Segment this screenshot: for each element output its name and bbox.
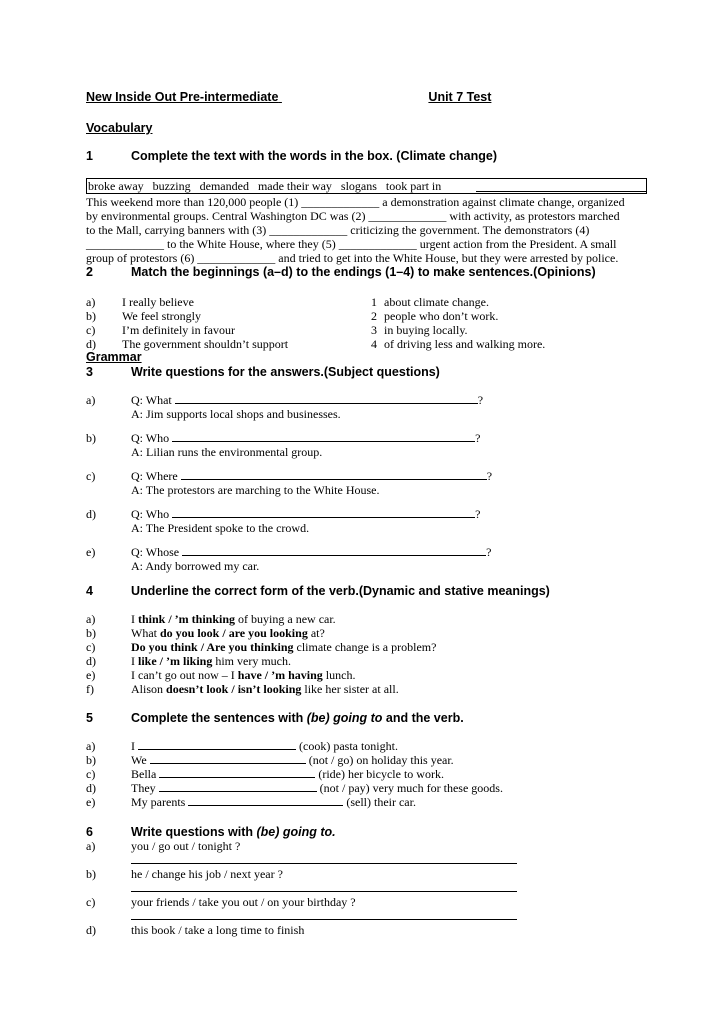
answer-text: A: Jim supports local shops and businesses. <box>131 407 341 421</box>
cloze-line-3: to the Mall, carrying banners with (3) _____________ criticizing the government. The demonstrators (4) <box>86 223 590 237</box>
answer-blank[interactable] <box>159 781 317 792</box>
sentence-start: Alison <box>131 682 167 696</box>
sentence-start: I <box>131 612 138 626</box>
sentence-end: at? <box>307 626 325 640</box>
match-ending-number: 1 <box>371 295 377 309</box>
verb-options[interactable]: do you look / are you looking <box>160 626 308 640</box>
sentence-end: climate change is a problem? <box>293 640 437 654</box>
exercise-2-number: 2 <box>86 265 93 279</box>
sentence-end: like her sister at all. <box>301 682 399 696</box>
match-ending-number: 2 <box>371 309 377 323</box>
answer-blank[interactable] <box>188 795 343 806</box>
verb-choice-sentence <box>131 668 355 682</box>
question-prompt: Q: Who <box>131 431 173 445</box>
question-line <box>131 507 480 521</box>
answer-blank[interactable] <box>150 753 306 764</box>
gap-sentence <box>131 739 398 753</box>
item-letter: b) <box>86 867 96 881</box>
match-ending: people who don’t work. <box>384 309 499 323</box>
instruction-text: Write questions with <box>131 825 257 839</box>
match-ending: in buying locally. <box>384 323 468 337</box>
match-beginning: The government shouldn’t support <box>122 337 289 351</box>
question-line <box>131 393 483 407</box>
answer-text: A: The President spoke to the crowd. <box>131 521 310 535</box>
question-mark: ? <box>486 469 493 483</box>
question-prompt: Q: Where <box>131 469 181 483</box>
instruction-emphasis: (be) going to <box>306 711 383 725</box>
prompt-words: your friends / take you out / on your birthday ? <box>131 895 356 909</box>
answer-blank[interactable] <box>172 507 475 518</box>
answer-blank[interactable] <box>175 393 478 404</box>
cloze-line-4: _____________ to the White House, where they (5) _____________ urgent action from the President. A small <box>86 237 617 251</box>
question-mark: ? <box>486 545 492 559</box>
match-beginning: We feel strongly <box>122 309 202 323</box>
answer-line[interactable] <box>131 919 517 920</box>
sentence-start: We <box>131 753 150 767</box>
answer-text: A: Andy borrowed my car. <box>131 559 260 573</box>
match-ending: of driving less and walking more. <box>384 337 546 351</box>
item-letter: d) <box>86 923 96 937</box>
unit-title: Unit 7 Test <box>428 90 492 104</box>
sentence-start: My parents <box>131 795 189 809</box>
match-beginning: I really believe <box>122 295 194 309</box>
cloze-line-5: group of protestors (6) _____________ and tried to get into the White House, but they were arrested by police. <box>86 251 619 265</box>
answer-blank[interactable] <box>181 469 487 480</box>
instruction-emphasis: (be) going to. <box>256 825 336 839</box>
verb-options[interactable]: have / ’m having <box>237 668 323 682</box>
question-letter: e) <box>86 545 96 559</box>
exercise-3-number: 3 <box>86 365 93 379</box>
verb-choice-sentence <box>131 612 336 626</box>
exercise-3-instruction: Write questions for the answers.(Subject questions) <box>131 365 440 379</box>
item-letter: c) <box>86 767 96 781</box>
item-letter: c) <box>86 895 96 909</box>
word-box-words: broke away buzzing demanded made their way slogans took part in <box>88 179 442 193</box>
item-letter: a) <box>86 739 96 753</box>
page-header <box>86 90 491 104</box>
instruction-text: Complete the sentences with <box>131 711 307 725</box>
question-prompt: Q: Who <box>131 507 173 521</box>
question-mark: ? <box>475 431 481 445</box>
course-title: New Inside Out Pre-intermediate <box>86 90 279 104</box>
match-letter: c) <box>86 323 96 337</box>
exercise-1-number: 1 <box>86 149 93 163</box>
question-letter: d) <box>86 507 96 521</box>
match-ending-number: 3 <box>371 323 377 337</box>
answer-blank[interactable] <box>172 431 475 442</box>
verb-options[interactable]: think / ’m thinking <box>138 612 236 626</box>
exercise-4-instruction: Underline the correct form of the verb.(Dynamic and stative meanings) <box>131 584 550 598</box>
question-line <box>131 431 480 445</box>
sentence-start: I <box>131 654 138 668</box>
verb-choice-sentence <box>131 654 291 668</box>
sentence-end: him very much. <box>212 654 291 668</box>
verb-options[interactable]: doesn’t look / isn’t looking <box>166 682 302 696</box>
sentence-end: of buying a new car. <box>235 612 336 626</box>
item-letter: e) <box>86 795 96 809</box>
item-letter: c) <box>86 640 96 654</box>
sentence-end: (ride) her bicycle to work. <box>315 767 444 781</box>
answer-text: A: Lilian runs the environmental group. <box>131 445 323 459</box>
verb-options[interactable]: Do you think / Are you thinking <box>131 640 294 654</box>
sentence-end: (not / pay) very much for these goods. <box>316 781 503 795</box>
prompt-words: you / go out / tonight ? <box>131 839 241 853</box>
header-spacer <box>278 90 428 104</box>
question-mark: ? <box>477 393 484 407</box>
exercise-5-instruction <box>131 711 464 725</box>
question-prompt: Q: Whose <box>131 545 183 559</box>
exercise-1-instruction: Complete the text with the words in the box. (Climate change) <box>131 149 498 163</box>
answer-blank[interactable] <box>138 739 296 750</box>
sentence-start: They <box>131 781 159 795</box>
prompt-words: this book / take a long time to finish <box>131 923 305 937</box>
question-prompt: Q: What <box>131 393 175 407</box>
sentence-end: (sell) their car. <box>343 795 416 809</box>
cloze-line-1: This weekend more than 120,000 people (1) _____________ a demonstration against climate change, organized <box>86 195 625 209</box>
instruction-text: and the verb. <box>382 711 464 725</box>
exercise-6-instruction <box>131 825 336 839</box>
gap-sentence <box>131 781 503 795</box>
exercise-4-number: 4 <box>86 584 93 598</box>
sentence-end: lunch. <box>322 668 356 682</box>
match-letter: b) <box>86 309 96 323</box>
section-heading-vocabulary: Vocabulary <box>86 121 153 135</box>
sentence-end: (cook) pasta tonight. <box>296 739 398 753</box>
gap-sentence <box>131 767 444 781</box>
sentence-start: What <box>131 626 160 640</box>
question-letter: b) <box>86 431 96 445</box>
cloze-line-2: by environmental groups. Central Washington DC was (2) _____________ with activity, as protestors marched <box>86 209 620 223</box>
item-letter: e) <box>86 668 96 682</box>
match-letter: d) <box>86 337 96 351</box>
verb-choice-sentence <box>131 626 325 640</box>
match-letter: a) <box>86 295 96 309</box>
answer-blank[interactable] <box>159 767 315 778</box>
prompt-words: he / change his job / next year ? <box>131 867 283 881</box>
question-letter: c) <box>86 469 96 483</box>
item-letter: a) <box>86 839 96 853</box>
question-letter: a) <box>86 393 96 407</box>
answer-line[interactable] <box>131 891 517 892</box>
question-line <box>131 469 492 483</box>
verb-options[interactable]: like / ’m liking <box>138 654 213 668</box>
item-letter: a) <box>86 612 96 626</box>
match-beginning: I’m definitely in favour <box>122 323 235 337</box>
sentence-start: I can’t go out now – I <box>131 668 238 682</box>
gap-sentence <box>131 753 454 767</box>
verb-choice-sentence <box>131 682 399 696</box>
exercise-5-number: 5 <box>86 711 93 725</box>
sentence-start: Bella <box>131 767 160 781</box>
question-mark: ? <box>475 507 481 521</box>
question-line <box>131 545 491 559</box>
sentence-end: (not / go) on holiday this year. <box>305 753 454 767</box>
answer-text: A: The protestors are marching to the White House. <box>131 483 380 497</box>
answer-blank[interactable] <box>182 545 486 556</box>
item-letter: f) <box>86 682 94 696</box>
match-ending-number: 4 <box>371 337 377 351</box>
match-ending: about climate change. <box>384 295 489 309</box>
word-box-rule <box>476 191 646 192</box>
verb-choice-sentence <box>131 640 436 654</box>
sentence-start: I <box>131 739 138 753</box>
answer-line[interactable] <box>131 863 517 864</box>
section-heading-grammar: Grammar <box>86 350 142 364</box>
exercise-6-number: 6 <box>86 825 93 839</box>
exercise-2-instruction: Match the beginnings (a–d) to the endings (1–4) to make sentences.(Opinions) <box>131 265 596 279</box>
item-letter: d) <box>86 781 96 795</box>
gap-sentence <box>131 795 416 809</box>
item-letter: d) <box>86 654 96 668</box>
item-letter: b) <box>86 626 96 640</box>
item-letter: b) <box>86 753 96 767</box>
